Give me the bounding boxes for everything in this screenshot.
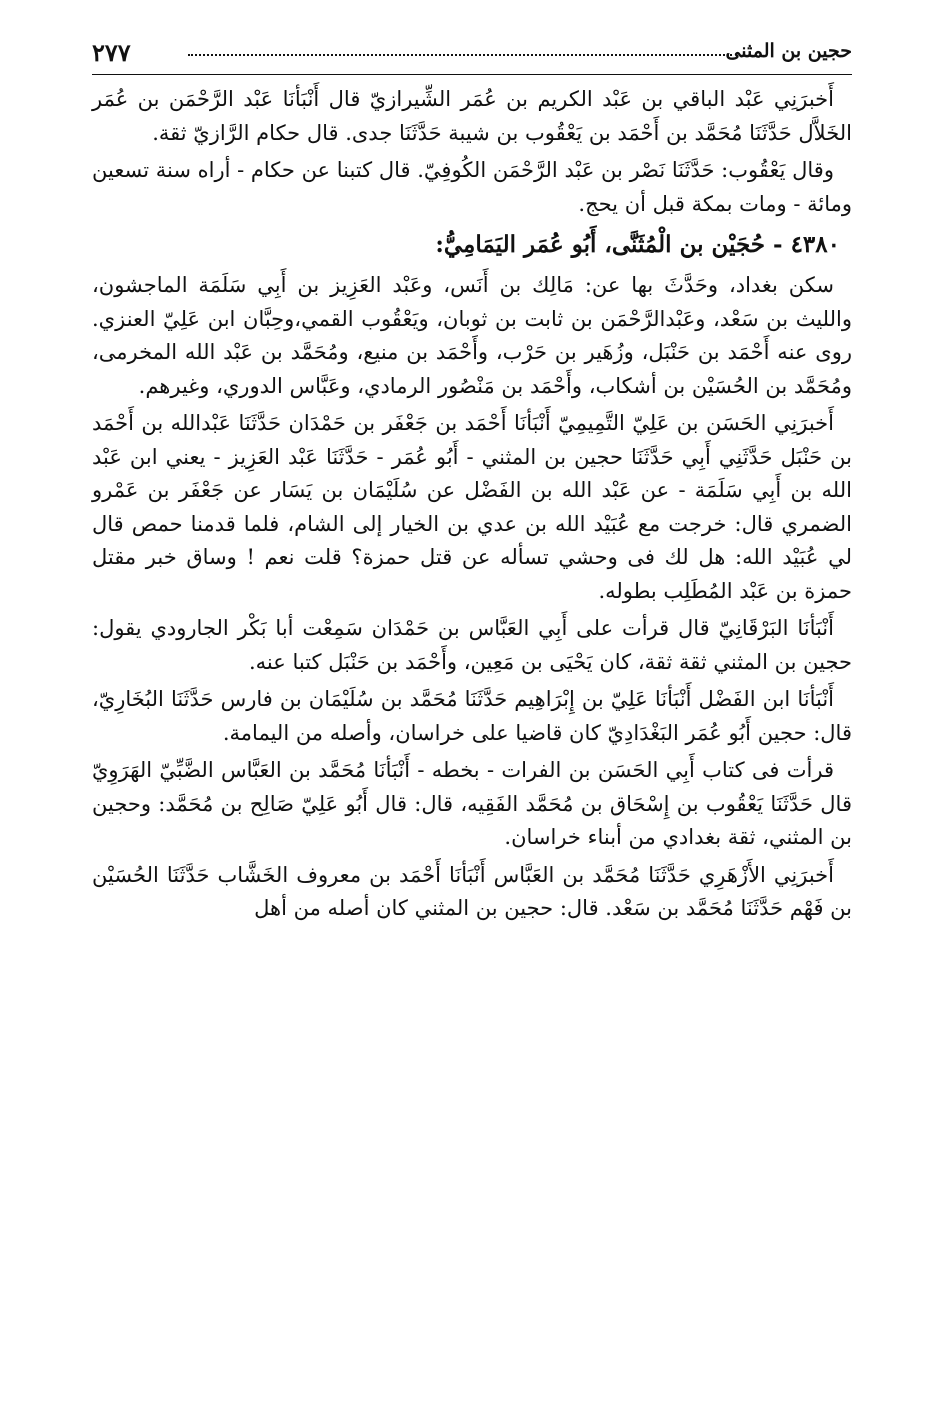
- page-number: ٢٧٧: [92, 38, 131, 67]
- header-dotted-leader: [188, 54, 732, 56]
- running-title: حجين بن المثنى: [725, 40, 852, 62]
- entry-heading: ٤٣٨٠ - حُجَيْن بن الْمُثَنَّى، أَبُو عُمَر اليَمَامِيُّ:: [435, 231, 840, 258]
- page-body: [92, 83, 852, 926]
- page-header: [92, 38, 852, 75]
- paragraph: أَخبرَنِي الأَزْهَرِي حَدَّثَنَا مُحَمَّد بن العَبَّاس أَنْبَأنَا أَحْمَد بن معروف الخَشَّاب حَدَّثَنَا الحُسَيْن بن فَهْم حَدَّثَنَا مُحَمَّد بن سَعْد. قال: حجين بن المثني كان أصله من أهل: [92, 862, 852, 920]
- paragraph: أَخبرَنِي الحَسَن بن عَلِيّ التَّمِيمِيّ أَنْبَأنَا أَحْمَد بن جَعْفَر بن حَمْدَان حَدَّثَنَا عَبْدالله بن أَحْمَد بن حَنْبَل حَدَّثَنِي أَبِي حَدَّثَنَا حجين بن المثني - أَبُو عُمَر - حَدَّثَنَا عَبْد العَزِيز - يعني ابن عَبْد الله بن أَبِي سَلَمَة - عن عَبْد الله بن الفَضْل عن سُلَيْمَان بن يَسَار عن جَعْفَر بن عَمْرو الضمري قال: خرجت مع عُبَيْد الله بن عدي بن الخيار إلى الشام، فلما قدمنا حمص قال لي عُبَيْد الله: هل لك فى وحشي تسأله عن قتل حمزة؟ قلت نعم ! وساق خبر مقتل حمزة بن عَبْد المُطَلِب بطوله.: [92, 411, 852, 603]
- paragraph: قرأت فى كتاب أَبِي الحَسَن بن الفرات - بخطه - أَنْبَأنَا مُحَمَّد بن العَبَّاس الضَّبِّيّ الهَرَوِيّ قال حَدَّثَنَا يَعْقُوب بن إِسْحَاق بن مُحَمَّد الفَقِيه، قال: قال أَبُو عَلِيّ صَالِح بن مُحَمَّد: وحجين بن المثني، ثقة بغدادي من أبناء خراسان.: [92, 758, 852, 849]
- book-page: [92, 38, 852, 1338]
- paragraph: سكن بغداد، وحَدَّثَ بها عن: مَالِك بن أَنَس، وعَبْد العَزِيز بن أَبِي سَلَمَة الماجشون، والليث بن سَعْد، وعَبْدالرَّحْمَن بن ثابت بن ثوبان، ويَعْقُوب القمي،وحِبَّان ابن عَلِيّ العنزي. روى عنه أَحْمَد بن حَنْبَل، وزُهَير بن حَرْب، وأَحْمَد بن منيع، ومُحَمَّد بن عَبْد الله المخرمى، ومُحَمَّد بن الحُسَيْن بن أشكاب، وأَحْمَد بن مَنْصُور الرمادي، وعَبَّاس الدوري، وغيرهم.: [92, 273, 852, 398]
- paragraph: أَنْبَأنَا ابن الفَضْل أَنْبَأنَا عَلِيّ بن إِبْرَاهِيم حَدَّثَنَا مُحَمَّد بن سُلَيْمَان بن فارس حَدَّثَنَا البُخَارِيّ، قال: حجين أَبُو عُمَر البَغْدَادِيّ كان قاضيا على خراسان، وأصله من اليمامة.: [92, 687, 852, 745]
- paragraph: أَخبرَنِي عَبْد الباقي بن عَبْد الكريم بن عُمَر الشِّيرازيّ قال أَنْبَأنَا عَبْد الرَّحْمَن بن عُمَر الخَلاَّل حَدَّثَنَا مُحَمَّد بن أَحْمَد بن يَعْقُوب بن شيبة حَدَّثَنَا جدى. قال حكام الرَّازيّ ثقة.: [92, 87, 852, 145]
- paragraph: أَنْبَأنَا البَرْقَانِيّ قال قرأت على أَبِي العَبَّاس بن حَمْدَان سَمِعْت أبا بَكْر الجارودي يقول: حجين بن المثني ثقة ثقة، كان يَحْيَى بن مَعِين، وأَحْمَد بن حَنْبَل كتبا عنه.: [92, 616, 852, 674]
- paragraph: وقال يَعْقُوب: حَدَّثَنَا نَصْر بن عَبْد الرَّحْمَن الكُوفِيّ. قال كتبنا عن حكام - أراه سنة تسعين ومائة - ومات بمكة قبل أن يحج.: [92, 158, 852, 216]
